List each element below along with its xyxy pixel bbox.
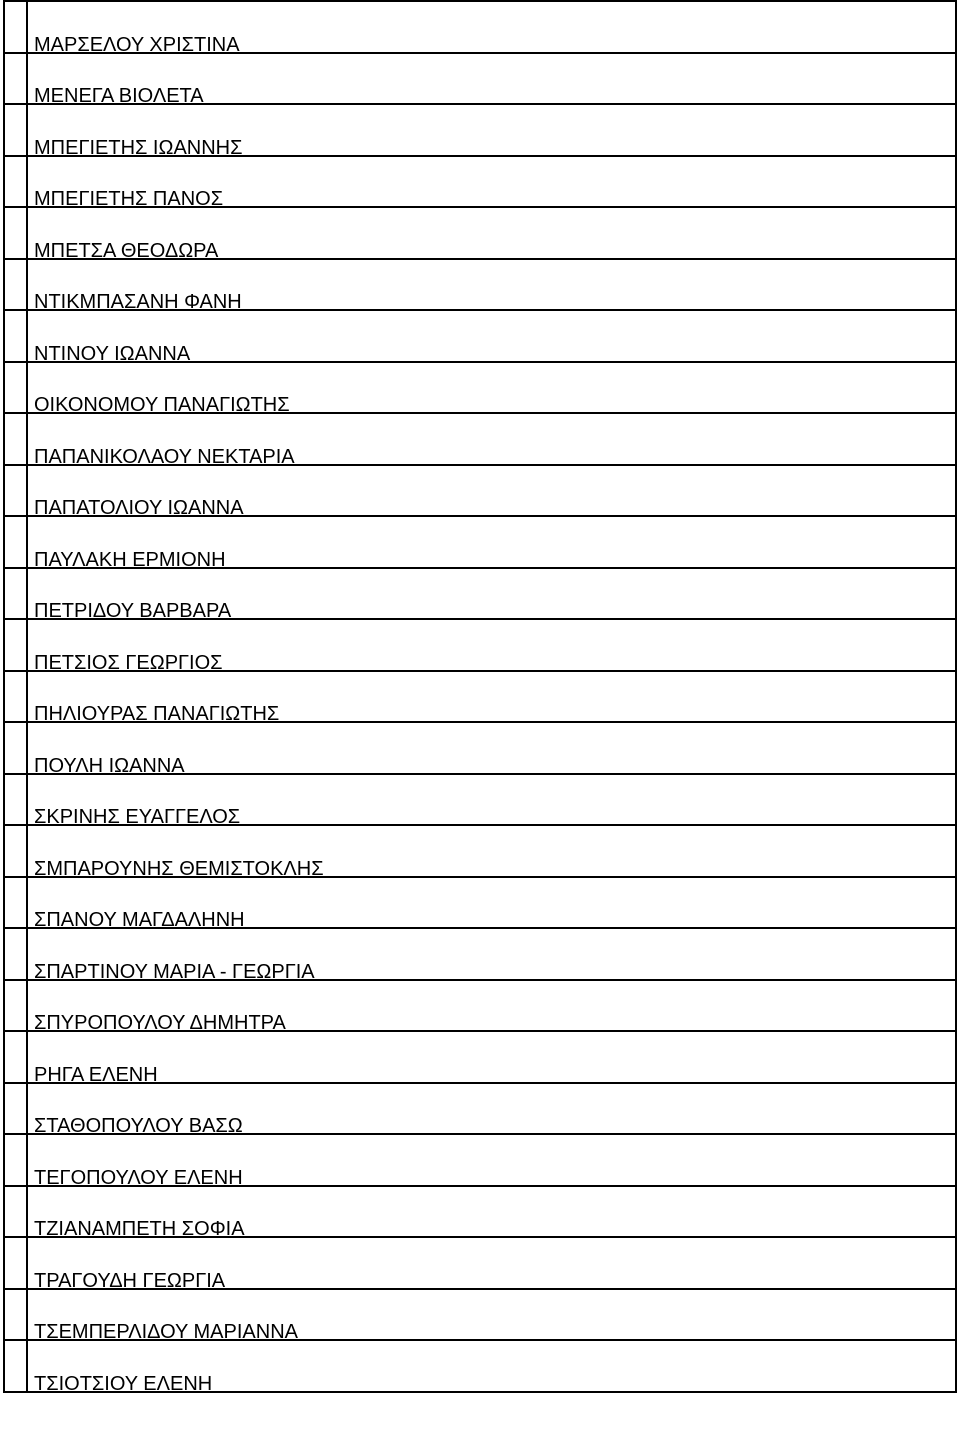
name-cell bbox=[27, 1083, 956, 1135]
table-row bbox=[4, 980, 956, 1032]
row-index-cell bbox=[4, 53, 27, 105]
row-index-cell bbox=[4, 568, 27, 620]
table-row bbox=[4, 928, 956, 980]
table-row bbox=[4, 877, 956, 929]
row-index-cell bbox=[4, 1237, 27, 1289]
table-row bbox=[4, 671, 956, 723]
name-cell bbox=[27, 1, 956, 53]
row-index-cell bbox=[4, 1031, 27, 1083]
name-cell bbox=[27, 104, 956, 156]
row-index-cell bbox=[4, 877, 27, 929]
names-table-body bbox=[4, 1, 956, 1392]
name-cell bbox=[27, 156, 956, 208]
person-name: ΠΑΠΑΝΙΚΟΛΑΟΥ ΝΕΚΤΑΡΙΑ bbox=[34, 445, 295, 465]
table-row bbox=[4, 722, 956, 774]
table-row bbox=[4, 362, 956, 414]
person-name: ΜΠΕΤΣΑ ΘΕΟΔΩΡΑ bbox=[34, 239, 219, 259]
table-row bbox=[4, 1, 956, 53]
person-name: ΜΠΕΓΙΕΤΗΣ ΙΩΑΝΝΗΣ bbox=[34, 136, 243, 156]
person-name: ΣΠΑΝΟΥ ΜΑΓΔΑΛΗΝΗ bbox=[34, 909, 245, 928]
person-name: ΣΠΑΡΤΙΝΟΥ ΜΑΡΙΑ - ΓΕΩΡΓΙΑ bbox=[34, 960, 315, 980]
table-row bbox=[4, 825, 956, 877]
table-row bbox=[4, 774, 956, 826]
name-cell bbox=[27, 671, 956, 723]
row-index-cell bbox=[4, 980, 27, 1032]
table-row bbox=[4, 1289, 956, 1341]
names-table bbox=[3, 0, 957, 1393]
table-row bbox=[4, 516, 956, 568]
person-name: ΤΣΕΜΠΕΡΛΙΔΟΥ ΜΑΡΙΑΝΝΑ bbox=[34, 1321, 298, 1340]
person-name: ΤΡΑΓΟΥΔΗ ΓΕΩΡΓΙΑ bbox=[34, 1269, 226, 1289]
person-name: ΠΕΤΣΙΟΣ ΓΕΩΡΓΙΟΣ bbox=[34, 651, 223, 671]
person-name: ΣΠΥΡΟΠΟΥΛΟΥ ΔΗΜΗΤΡΑ bbox=[34, 1012, 286, 1031]
row-index-cell bbox=[4, 1289, 27, 1341]
row-index-cell bbox=[4, 619, 27, 671]
name-cell bbox=[27, 516, 956, 568]
name-cell bbox=[27, 1134, 956, 1186]
table-row bbox=[4, 1031, 956, 1083]
row-index-cell bbox=[4, 259, 27, 311]
person-name: ΝΤΙΚΜΠΑΣΑΝΗ ΦΑΝΗ bbox=[34, 291, 242, 310]
person-name: ΠΑΠΑΤΟΛΙΟΥ ΙΩΑΝΝΑ bbox=[34, 497, 244, 516]
table-row bbox=[4, 104, 956, 156]
name-cell bbox=[27, 465, 956, 517]
name-cell bbox=[27, 877, 956, 929]
person-name: ΠΗΛΙΟΥΡΑΣ ΠΑΝΑΓΙΩΤΗΣ bbox=[34, 703, 280, 722]
name-cell bbox=[27, 207, 956, 259]
name-cell bbox=[27, 928, 956, 980]
person-name: ΤΣΙΟΤΣΙΟΥ ΕΛΕΝΗ bbox=[34, 1372, 213, 1392]
name-cell bbox=[27, 825, 956, 877]
name-cell bbox=[27, 980, 956, 1032]
name-cell bbox=[27, 568, 956, 620]
name-cell bbox=[27, 413, 956, 465]
person-name: ΜΑΡΣΕΛΟΥ ΧΡΙΣΤΙΝΑ bbox=[34, 33, 240, 53]
person-name: ΠΕΤΡΙΔΟΥ ΒΑΡΒΑΡΑ bbox=[34, 600, 232, 619]
person-name: ΝΤΙΝΟΥ ΙΩΑΝΝΑ bbox=[34, 342, 191, 362]
row-index-cell bbox=[4, 310, 27, 362]
table-row bbox=[4, 156, 956, 208]
person-name: ΠΟΥΛΗ ΙΩΑΝΝΑ bbox=[34, 754, 185, 774]
person-name: ΣΚΡΙΝΗΣ ΕΥΑΓΓΕΛΟΣ bbox=[34, 806, 241, 825]
person-name: ΤΖΙΑΝΑΜΠΕΤΗ ΣΟΦΙΑ bbox=[34, 1218, 245, 1237]
name-cell bbox=[27, 722, 956, 774]
person-name: ΟΙΚΟΝΟΜΟΥ ΠΑΝΑΓΙΩΤΗΣ bbox=[34, 394, 290, 413]
person-name: ΤΕΓΟΠΟΥΛΟΥ ΕΛΕΝΗ bbox=[34, 1166, 243, 1186]
row-index-cell bbox=[4, 774, 27, 826]
row-index-cell bbox=[4, 1134, 27, 1186]
person-name: ΣΤΑΘΟΠΟΥΛΟΥ ΒΑΣΩ bbox=[34, 1115, 243, 1134]
name-cell bbox=[27, 1237, 956, 1289]
row-index-cell bbox=[4, 1340, 27, 1392]
table-row bbox=[4, 619, 956, 671]
table-row bbox=[4, 1340, 956, 1392]
table-row bbox=[4, 465, 956, 517]
name-cell bbox=[27, 259, 956, 311]
table-row bbox=[4, 207, 956, 259]
table-row bbox=[4, 1237, 956, 1289]
row-index-cell bbox=[4, 156, 27, 208]
table-row bbox=[4, 1134, 956, 1186]
table-row bbox=[4, 413, 956, 465]
row-index-cell bbox=[4, 825, 27, 877]
name-cell bbox=[27, 362, 956, 414]
table-row bbox=[4, 310, 956, 362]
table-row bbox=[4, 568, 956, 620]
row-index-cell bbox=[4, 722, 27, 774]
name-cell bbox=[27, 310, 956, 362]
person-name: ΠΑΥΛΑΚΗ ΕΡΜΙΟΝΗ bbox=[34, 548, 226, 568]
name-cell bbox=[27, 774, 956, 826]
row-index-cell bbox=[4, 1083, 27, 1135]
name-cell bbox=[27, 53, 956, 105]
row-index-cell bbox=[4, 671, 27, 723]
person-name: ΡΗΓΑ ΕΛΕΝΗ bbox=[34, 1063, 158, 1083]
row-index-cell bbox=[4, 207, 27, 259]
name-cell bbox=[27, 1186, 956, 1238]
name-cell bbox=[27, 1289, 956, 1341]
row-index-cell bbox=[4, 1, 27, 53]
name-cell bbox=[27, 1031, 956, 1083]
table-row bbox=[4, 1186, 956, 1238]
row-index-cell bbox=[4, 104, 27, 156]
name-cell bbox=[27, 1340, 956, 1392]
row-index-cell bbox=[4, 362, 27, 414]
table-row bbox=[4, 1083, 956, 1135]
row-index-cell bbox=[4, 465, 27, 517]
row-index-cell bbox=[4, 1186, 27, 1238]
person-name: ΜΕΝΕΓΑ ΒΙΟΛΕΤΑ bbox=[34, 85, 204, 104]
name-cell bbox=[27, 619, 956, 671]
person-name: ΜΠΕΓΙΕΤΗΣ ΠΑΝΟΣ bbox=[34, 188, 224, 207]
person-name: ΣΜΠΑΡΟΥΝΗΣ ΘΕΜΙΣΤΟΚΛΗΣ bbox=[34, 857, 324, 877]
table-row bbox=[4, 259, 956, 311]
table-row bbox=[4, 53, 956, 105]
row-index-cell bbox=[4, 516, 27, 568]
row-index-cell bbox=[4, 413, 27, 465]
row-index-cell bbox=[4, 928, 27, 980]
